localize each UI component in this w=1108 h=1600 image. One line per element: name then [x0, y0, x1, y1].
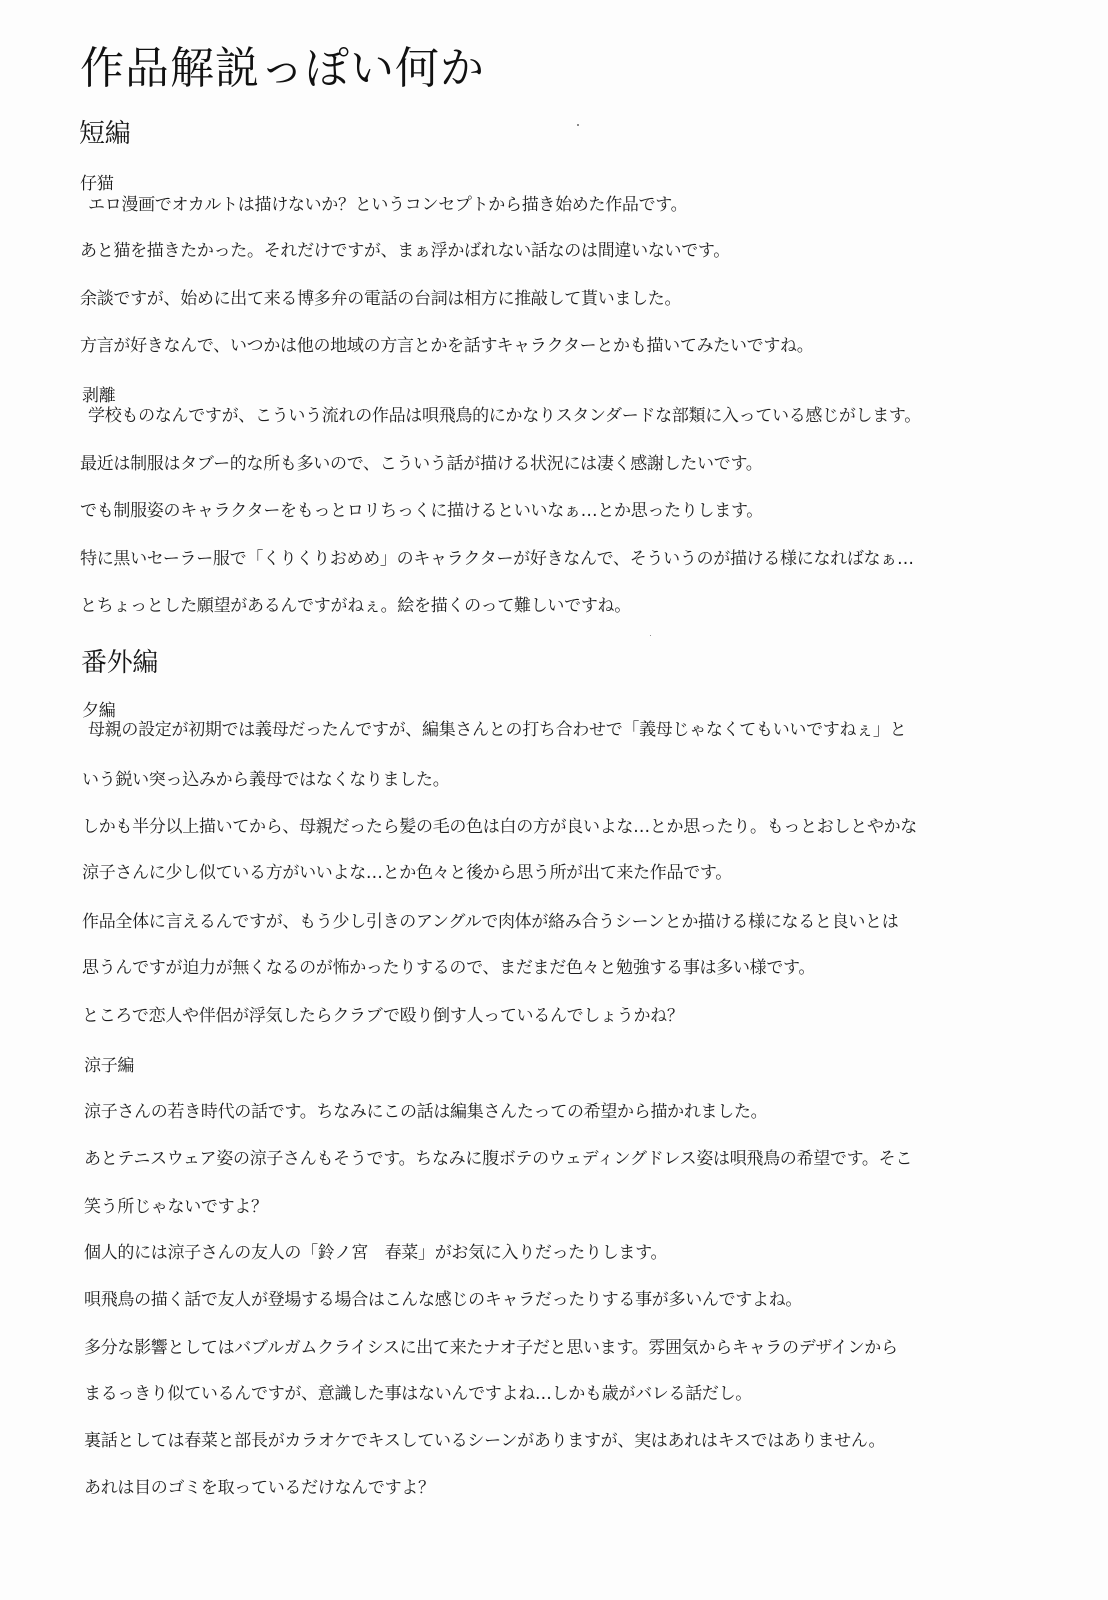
scan-speck: [650, 635, 651, 636]
body-line: 最近は制服はタブー的な所も多いので、こういう話が描ける状況には凄く感謝したいです。: [80, 454, 763, 474]
scan-speck: [577, 124, 579, 126]
body-line: 笑う所じゃないですよ？: [84, 1197, 268, 1217]
body-line: 思うんですが迫力が無くなるのが怖かったりするので、まだまだ色々と勉強する事は多い様です。: [82, 958, 816, 978]
body-line: 作品全体に言えるんですが、もう少し引きのアングルで肉体が絡み合うシーンとか描ける様になると良いとは: [82, 912, 899, 932]
work-title: 仔猫: [80, 174, 114, 194]
body-line: 学校ものなんですが、こういう流れの作品は唄飛鳥的にかなりスタンダードな部類に入っている感じがします。: [88, 406, 921, 426]
work-title: 剥離: [82, 386, 116, 406]
body-line: 涼子さんに少し似ている方がいいよな…とか色々と後から思う所が出て来た作品です。: [82, 863, 732, 883]
work-title: 夕編: [82, 701, 116, 721]
body-line: 母親の設定が初期では義母だったんですが、編集さんとの打ち合わせで「義母じゃなくてもいいですねぇ」と: [88, 720, 907, 740]
body-line: 裏話としては春菜と部長がカラオケでキスしているシーンがありますが、実はあれはキスではありません。: [84, 1431, 886, 1451]
body-line: 涼子さんの若き時代の話です。ちなみにこの話は編集さんたっての希望から描かれました。: [84, 1102, 768, 1122]
section-heading: 短編: [79, 119, 131, 149]
body-line: あとテニスウェア姿の涼子さんもそうです。ちなみに腹ボテのウェディングドレス姿は唄飛鳥の希望です。そこ: [84, 1149, 913, 1169]
body-line: 唄飛鳥の描く話で友人が登場する場合はこんな感じのキャラだったりする事が多いんですよね。: [84, 1290, 803, 1310]
body-line: まるっきり似ているんですが、意識した事はないんですよね…しかも歳がバレる話だし。: [84, 1384, 752, 1404]
body-line: あれは目のゴミを取っているだけなんですよ？: [84, 1478, 435, 1498]
body-line: 多分な影響としてはバブルガムクライシスに出て来たナオ子だと思います。雰囲気からキャラのデザインから: [84, 1338, 898, 1358]
body-line: ところで恋人や伴侶が浮気したらクラブで殴り倒す人っているんでしょうかね？: [82, 1006, 684, 1026]
body-line: 方言が好きなんで、いつかは他の地域の方言とかを話すキャラクターとかも描いてみたいですね。: [80, 336, 814, 356]
body-line: 余談ですが、始めに出て来る博多弁の電話の台詞は相方に推敲して貰いました。: [80, 289, 682, 309]
work-title: 涼子編: [84, 1056, 135, 1076]
body-line: あと猫を描きたかった。それだけですが、まぁ浮かばれない話なのは間違いないです。: [80, 241, 730, 261]
body-line: 個人的には涼子さんの友人の「鈴ノ宮 春菜」がお気に入りだったりします。: [84, 1243, 668, 1263]
body-line: しかも半分以上描いてから、母親だったら髪の毛の色は白の方が良いよな…とか思ったり。もっとおしとやかな: [82, 817, 917, 837]
body-line: いう鋭い突っ込みから義母ではなくなりました。: [82, 770, 450, 790]
section-heading: 番外編: [81, 648, 159, 678]
body-line: エロ漫画でオカルトは描けないか？というコンセプトから描き始めた作品です。: [88, 195, 688, 215]
body-line: でも制服姿のキャラクターをもっとロリちっくに描けるといいなぁ…とか思ったりします。: [80, 501, 763, 521]
page-title: 作品解説っぽい何か: [80, 43, 485, 94]
body-line: 特に黒いセーラー服で「くりくりおめめ」のキャラクターが好きなんで、そういうのが描ける様になればなぁ…: [80, 549, 914, 569]
body-line: とちょっとした願望があるんですがねぇ。絵を描くのって難しいですね。: [80, 596, 631, 616]
